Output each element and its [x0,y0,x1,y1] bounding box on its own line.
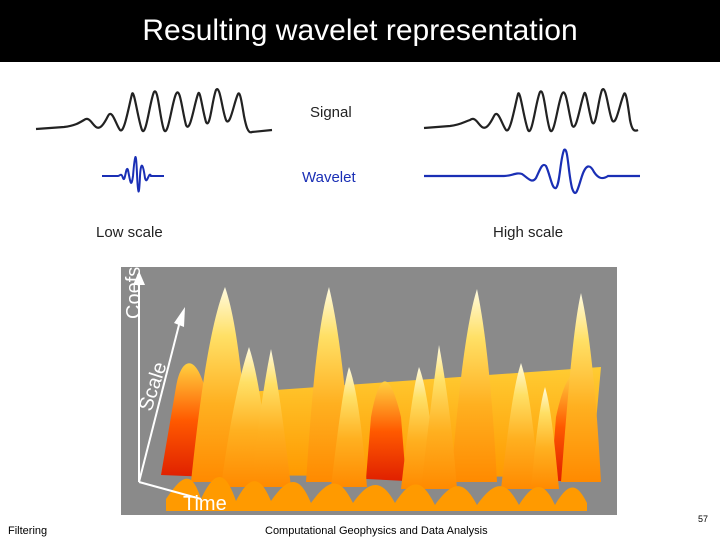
footer-left: Filtering [8,525,48,537]
right-signal-waveform [422,80,640,140]
left-signal-waveform [34,80,274,140]
wavelet-coefficient-surface [121,267,617,515]
signal-label: Signal [310,104,352,121]
axis-coefs-label: Coefs [123,267,145,319]
surface-image [121,267,617,515]
axis-scale-label: Scale [135,359,172,414]
slide-title-bar [0,0,720,62]
low-scale-wavelet [102,146,164,202]
footer-center: Computational Geophysics and Data Analysis [265,525,488,537]
page-number: 57 [698,514,709,524]
low-scale-label: Low scale [96,224,163,241]
axis-time-label: Time [183,493,227,515]
slide-title: Resulting wavelet representation [142,14,578,47]
wavelet-label: Wavelet [302,169,356,186]
high-scale-wavelet [424,144,640,204]
high-scale-label: High scale [493,224,564,241]
